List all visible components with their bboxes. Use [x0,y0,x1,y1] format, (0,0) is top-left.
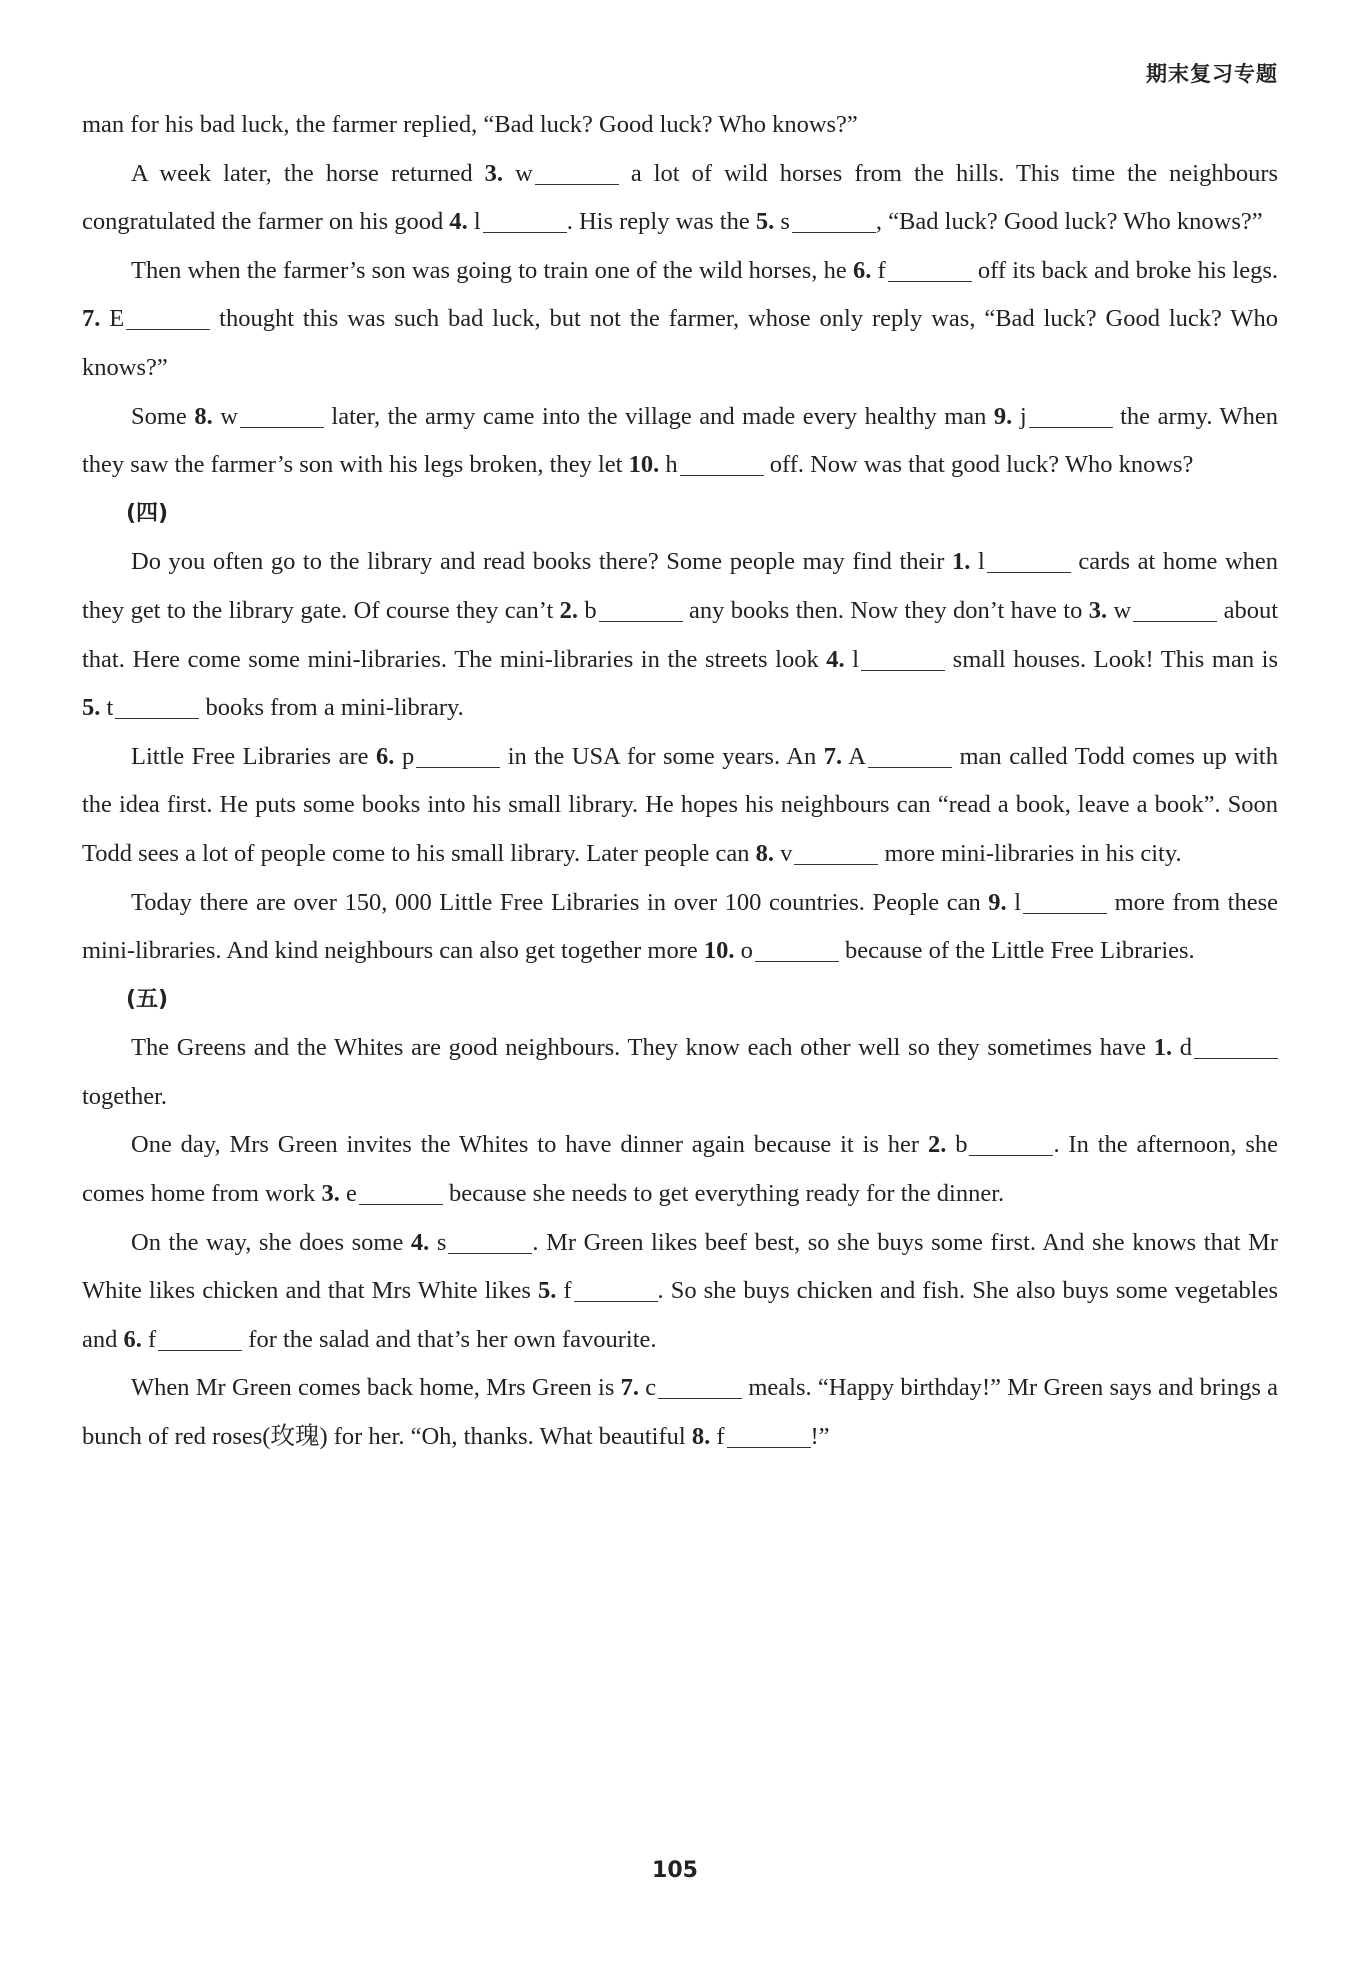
text-run: Do you often go to the library and read books there? Some people may find their [131,548,952,576]
section-title: (五) [126,986,169,1012]
text-run: . His reply was the [566,208,756,236]
answer-blank[interactable] [861,645,945,671]
blank-question [376,743,500,770]
paragraph [82,1364,1278,1461]
text-run: meals. “Happy birthday!” Mr Green says and brings a bunch of red roses(玫瑰) for her. “Oh, thanks. What beautiful [82,1374,1278,1451]
first-letter-hint: o [740,937,753,965]
blank-question [82,305,210,332]
first-letter-hint: s [436,1228,447,1256]
blank-question [194,403,324,430]
blank-question [756,208,876,235]
question-number: 4. [410,1228,430,1256]
blank-question [704,937,839,964]
text-run: . So she buys chicken and fish. She also buys some vegetables and [82,1277,1279,1353]
question-number: 10. [703,937,735,965]
text-run: in the USA for some years. An [500,742,824,770]
first-letter-hint: e [346,1180,357,1208]
first-letter-hint: b [584,596,597,624]
question-number: 7. [823,742,843,770]
answer-blank[interactable] [574,1277,658,1303]
answer-blank[interactable] [1029,402,1113,428]
text-run: A week later, the horse returned [131,159,485,187]
answer-blank[interactable] [680,451,764,477]
question-number: 3. [484,159,503,187]
text-run: thought this was such bad luck, but not the farmer, whose only reply was, “Bad luck? Good luck? Who knows?” [82,305,1278,381]
text-run: more from these mini-libraries. And kind neighbours can also get together more [82,888,1278,965]
text-run: One day, Mrs Green invites the Whites to have dinner again because it is her [131,1131,928,1159]
first-letter-hint: f [563,1277,572,1305]
paragraph [82,101,1278,150]
blank-question [124,1326,243,1353]
blank-question [621,1374,743,1401]
answer-blank[interactable] [158,1325,242,1351]
answer-blank[interactable] [448,1228,532,1254]
blank-question [988,889,1107,916]
answer-blank[interactable] [987,548,1071,574]
question-number: 5. [537,1277,557,1305]
text-run: When Mr Green comes back home, Mrs Green is [131,1374,621,1402]
paragraph [82,1121,1278,1218]
first-letter-hint: b [955,1131,968,1159]
question-number: 3. [321,1180,340,1208]
answer-blank[interactable] [1133,596,1217,622]
blank-question [322,1180,443,1207]
question-number: 4. [826,645,845,673]
answer-blank[interactable] [794,839,878,865]
text-run: man called Todd comes up with the idea first. He puts some books into his small library. He hopes his neighbours can “read a book, leave a book”. Soon Todd sees a lot of people come to his small library. Later people can [82,742,1278,867]
blank-question [692,1423,811,1450]
first-letter-hint: f [877,256,886,284]
text-run: small houses. Look! This man is [945,645,1279,673]
answer-blank[interactable] [888,256,972,282]
question-number: 2. [559,596,579,624]
question-number: 8. [194,402,213,430]
blank-question [853,257,972,284]
blank-question [411,1229,533,1256]
paragraph [82,879,1278,976]
answer-blank[interactable] [658,1374,742,1400]
section-title: (四) [126,500,169,526]
question-number: 10. [628,451,660,479]
question-number: 9. [988,888,1007,916]
answer-blank[interactable] [126,305,210,331]
blank-question [449,208,566,235]
blank-question [756,840,879,867]
first-letter-hint: A [848,742,866,770]
answer-blank[interactable] [755,937,839,963]
first-letter-hint: l [977,548,985,576]
blank-question [629,451,764,478]
question-number: 7. [82,305,101,333]
answer-blank[interactable] [727,1423,811,1449]
first-letter-hint: w [515,159,533,187]
paragraph [82,538,1278,732]
text-run: Today there are over 150, 000 Little Free Libraries in over 100 countries. People can [131,888,989,916]
first-letter-hint: t [106,694,114,722]
answer-blank[interactable] [115,694,199,720]
paragraph [82,393,1278,490]
first-letter-hint: l [473,208,481,236]
first-letter-hint: d [1179,1034,1192,1062]
blank-question [538,1277,658,1304]
question-number: 1. [951,548,971,576]
paragraph [82,1219,1278,1365]
question-number: 1. [1153,1034,1173,1062]
text-run: because she needs to get everything ready for the dinner. [442,1180,1005,1208]
text-run: a lot of wild horses from the hills. This time the neighbours congratulated the farmer on his good [82,159,1279,236]
blank-question [928,1131,1054,1158]
question-number: 6. [123,1325,142,1353]
first-letter-hint: v [780,839,793,867]
blank-question [1089,597,1217,624]
question-number: 4. [449,208,468,236]
first-letter-hint: E [109,305,125,333]
blank-question [952,548,1071,575]
answer-blank[interactable] [1023,888,1107,914]
first-letter-hint: h [665,451,678,479]
blank-question [1154,1034,1278,1061]
text-run: for the salad and that’s her own favourite. [242,1325,657,1353]
blank-question [994,403,1113,430]
paragraph [82,733,1278,879]
blank-question [560,597,683,624]
question-number: 8. [691,1423,711,1451]
first-letter-hint: w [1113,596,1132,624]
answer-blank[interactable] [868,742,952,768]
question-number: 6. [852,256,872,284]
text-run: Then when the farmer’s son was going to train one of the wild horses, he [131,256,853,284]
text-run: together. [82,1082,168,1110]
text-run: any books then. Now they don’t have to [682,596,1089,624]
blank-question [485,160,619,187]
text-run: The Greens and the Whites are good neighbours. They know each other well so they sometimes have [131,1034,1154,1062]
first-letter-hint: f [716,1423,725,1451]
answer-blank[interactable] [792,208,876,234]
question-number: 6. [376,742,395,770]
text-run: Some [131,402,195,430]
answer-blank[interactable] [240,402,324,428]
text-run: because of the Little Free Libraries. [838,937,1195,965]
blank-question [824,743,952,770]
blank-question [826,646,945,673]
text-run: . Mr Green likes beef best, so she buys some first. And she knows that Mr White likes chicken and that Mrs White likes [82,1228,1279,1305]
paragraph [82,1024,1278,1121]
first-letter-hint: w [220,402,238,430]
first-letter-hint: l [1014,888,1022,916]
first-letter-hint: c [645,1374,657,1402]
answer-blank[interactable] [535,159,619,185]
text-run: . In the afternoon, she comes home from work [82,1131,1279,1208]
answer-blank[interactable] [483,208,567,234]
text-run: about that. Here come some mini-libraries. The mini-libraries in the streets look [82,596,1279,673]
first-letter-hint: p [401,742,415,770]
first-letter-hint: s [780,208,790,236]
exercise-content [82,101,1278,1462]
text-run: man for his bad luck, the farmer replied, “Bad luck? Good luck? Who knows?” [82,111,858,138]
question-number: 3. [1088,596,1108,624]
question-number: 5. [755,208,775,236]
page-number: 105 [652,1858,698,1883]
text-run: more mini-libraries in his city. [878,839,1182,867]
text-run: books from a mini-library. [199,694,464,722]
header-title: 期末复习专题 [1146,62,1278,86]
answer-blank[interactable] [1194,1034,1278,1060]
question-number: 5. [82,694,101,722]
paragraph [82,247,1278,393]
first-letter-hint: j [1019,402,1027,430]
question-number: 9. [993,402,1013,430]
text-run: cards at home when they get to the library gate. Of course they can’t [82,548,1279,624]
answer-blank[interactable] [969,1131,1053,1157]
text-run: On the way, she does some [131,1228,411,1256]
text-run: off its back and broke his legs. [971,256,1279,284]
question-number: 7. [620,1374,639,1402]
text-run: , “Bad luck? Good luck? Who knows?” [875,208,1263,236]
text-run: the army. When they saw the farmer’s son with his legs broken, they let [82,402,1278,479]
blank-question [82,694,199,721]
answer-blank[interactable] [359,1180,443,1206]
text-run: off. Now was that good luck? Who knows? [763,451,1194,479]
answer-blank[interactable] [416,742,500,768]
question-number: 2. [927,1131,947,1159]
first-letter-hint: f [148,1325,157,1353]
paragraph [82,150,1278,247]
first-letter-hint: l [852,645,860,673]
text-run: !” [810,1423,830,1451]
answer-blank[interactable] [599,596,683,622]
text-run: Little Free Libraries are [131,742,377,770]
question-number: 8. [755,839,775,867]
text-run: later, the army came into the village and made every healthy man [323,402,994,430]
